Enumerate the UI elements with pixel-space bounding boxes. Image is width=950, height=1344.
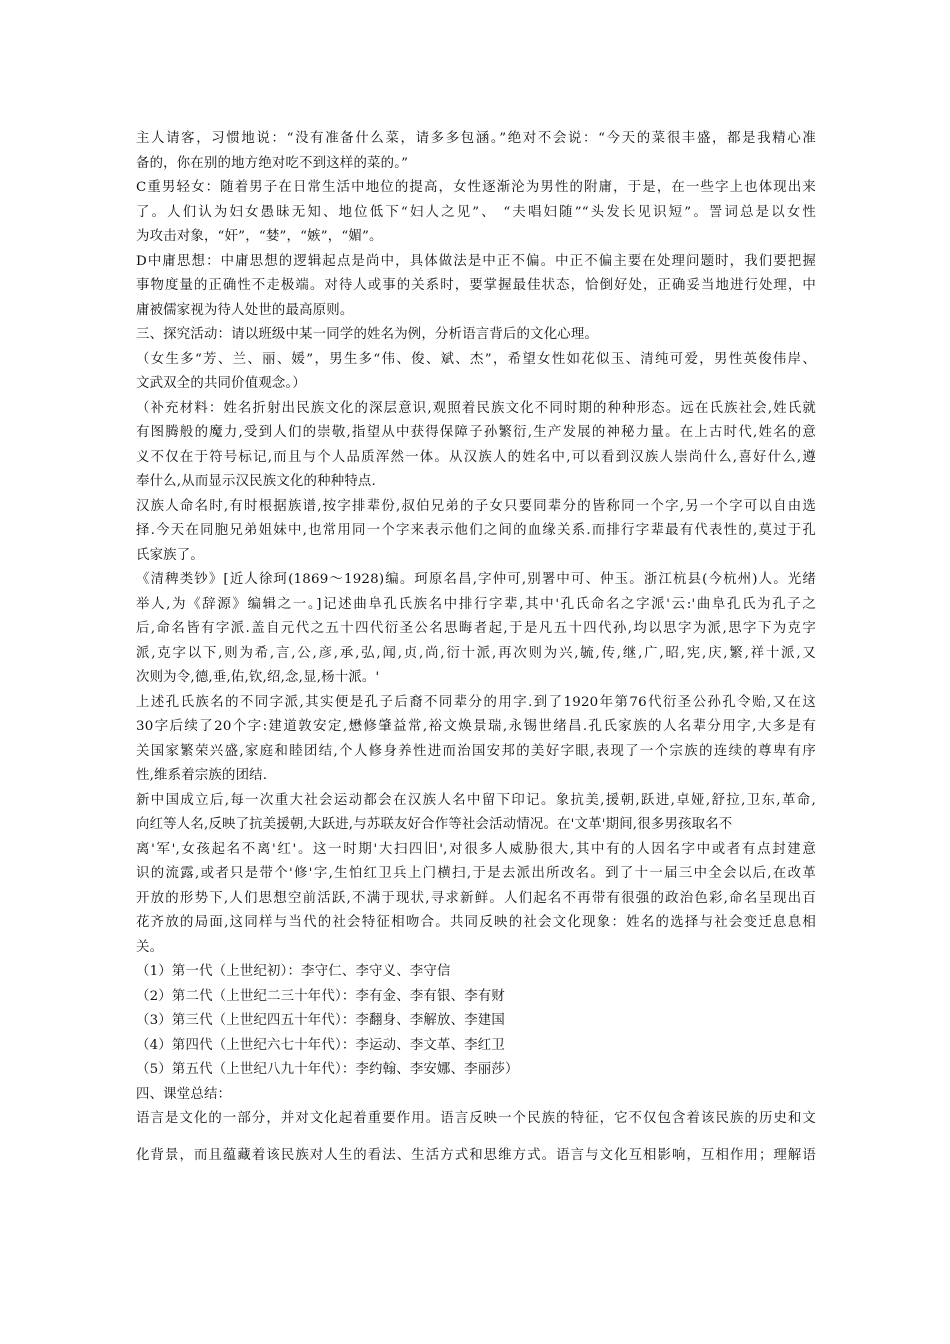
text-line: （1）第一代（上世纪初）：李守仁、李守义、李守信	[136, 964, 451, 979]
text-line: 庸被儒家视为待人处世的最高原则。	[136, 302, 354, 318]
text-line: 花齐放的局面,这同样与当代的社会特征相吻合。共同反映的社会文化现象：姓名的选择与社会变迁息息相	[136, 915, 816, 930]
text-line: 离'军',女孩起名不离'红'。这一时期'大扫四旧',对很多人威胁很大,其中有的人因名字中或者有点封建意	[136, 841, 816, 857]
text-line: 四、课堂总结：	[136, 1086, 232, 1102]
text-line: 上述孔氏族名的不同字派,其实便是孔子后裔不同辈分的用字.到了1920年第76代衍圣公孙孔令贻,又在这	[136, 694, 816, 710]
text-line: 了。人们认为妇女愚昧无知、地位低下“妇人之见”、 “夫唱妇随”“头发长见识短”。詈词总是以女性	[136, 204, 816, 220]
text-line: 主人请客，习惯地说：“没有准备什么菜，请多多包涵。”绝对不会说：“今天的菜很丰盛，都是我精心准	[136, 131, 816, 146]
text-line: 向红等人名,反映了抗美援朝,大跃进,与苏联友好合作等社会活动情况。在'文革'期间,很多男孩取名不	[136, 817, 733, 832]
text-line: 有图腾般的魔力,受到人们的崇敬,指望从中获得保障子孙繁衍,生产发展的神秘力量。在上古时代,姓名的意	[136, 425, 816, 440]
text-line: 文武双全的共同价值观念。）	[136, 376, 306, 391]
text-line: 派,克字以下,则为希,言,公,彦,承,弘,闻,贞,尚,衍十派,再次则为兴,毓,传,继,广,昭,宪,庆,繁,祥十派,又	[136, 645, 816, 661]
text-line: 化背景，而且蕴藏着该民族对人生的看法、生活方式和思维方式。语言与文化互相影响，互相作用；理解语	[136, 1147, 816, 1163]
text-line: 30字后续了20个字:建道敦安定,懋修肇益常,裕文焕景瑞,永锡世绪昌.孔氏家族的人名辈分用字,大多是有	[136, 719, 816, 734]
text-line: 奉什么,从而显示汉民族文化的种种特点.	[136, 474, 376, 489]
text-line: 性,维系着宗族的团结.	[136, 768, 268, 783]
text-line: （补充材料：姓名折射出民族文化的深层意识,观照着民族文化不同时期的种种形态。远在氏族社会,姓氏就	[136, 400, 816, 416]
text-line: 语言是文化的一部分，并对文化起着重要作用。语言反映一个民族的特征，它不仅包含着该民族的历史和文	[136, 1111, 816, 1126]
text-line: 次则为令,德,垂,佑,钦,绍,念,显,杨十派。'	[136, 670, 380, 685]
text-line: 识的流露,或者只是带个'修'字,生怕红卫兵上门横扫,于是去派出所改名。到了十一届三中全会以后,在改革	[136, 866, 816, 881]
text-line: 关国家繁荣兴盛,家庭和睦团结,个人修身养性进而治国安邦的美好字眼,表现了一个宗族的连续的尊卑有序	[136, 743, 816, 759]
text-line: （4）第四代（上世纪六七十年代）：李运动、李文革、李红卫	[136, 1037, 505, 1053]
text-line: （女生多“芳、兰、丽、媛”，男生多“伟、俊、斌、杰”，希望女性如花似玉、清纯可爱，男性英俊伟岸、	[136, 351, 816, 367]
text-line: 事物度量的正确性不走极端。对待人或事的关系时，要掌握最佳状态，恰倒好处，正确妥当地进行处理，中	[136, 278, 816, 293]
text-line: （5）第五代（上世纪八九十年代）：李约翰、李安娜、李丽莎）	[136, 1062, 519, 1077]
document-body	[136, 127, 816, 1168]
text-line: 择.今天在同胞兄弟姐妹中,也常用同一个字来表示他们之间的血缘关系.而排行字辈最有代表性的,莫过于孔	[136, 523, 816, 538]
text-line: 三、探究活动：请以班级中某一同学的姓名为例，分析语言背后的文化心理。	[136, 327, 599, 342]
paragraph-gap	[136, 1132, 816, 1144]
text-line: 关。	[136, 939, 164, 955]
text-line: D中庸思想：中庸思想的逻辑起点是尚中，具体做法是中正不偏。中正不偏主要在处理问题时，我们要把握	[136, 253, 816, 269]
text-line: 义不仅在于符号标记,而且与个人品质浑然一体。从汉族人的姓名中,可以看到汉族人崇尚什么,喜好什么,遵	[136, 449, 816, 465]
text-line: （2）第二代（上世纪二三十年代）：李有金、李有银、李有财	[136, 988, 505, 1004]
text-line: C重男轻女：随着男子在日常生活中地位的提高，女性逐渐沦为男性的附庸，于是，在一些字上也体现出来	[136, 180, 816, 195]
text-line: 《清稗类钞》[近人徐珂(1869～1928)编。珂原名昌,字仲可,别署中可、仲玉。浙江杭县(今杭州)人。光绪	[136, 572, 816, 587]
text-line: 氏家族了。	[136, 547, 204, 563]
text-line: 开放的形势下,人们思想空前活跃,不满于现状,寻求新鲜。人们起名不再带有很强的政治色彩,命名呈现出百	[136, 890, 816, 906]
text-line: 为攻击对象，“奸”，“婪”，“嫉”，“媚”。	[136, 229, 383, 244]
text-line: 新中国成立后,每一次重大社会运动都会在汉族人名中留下印记。象抗美,援朝,跃进,卓娅,舒拉,卫东,革命,	[136, 792, 816, 808]
text-line: 后,命名皆有字派.盖自元代之五十四代衍圣公名思晦者起,于是凡五十四代孙,均以思字为派,思字下为克字	[136, 621, 816, 636]
text-line: （3）第三代（上世纪四五十年代）：李翻身、李解放、李建国	[136, 1013, 505, 1028]
text-line: 汉族人命名时,有时根据族谱,按字排辈份,叔伯兄弟的子女只要同辈分的皆称同一个字,另一个字可以自由选	[136, 498, 816, 514]
text-line: 举人,为《辞源》编辑之一。]记述曲阜孔氏族名中排行字辈,其中'孔氏命名之字派'云:'曲阜孔氏为孔子之	[136, 596, 816, 612]
text-line: 备的，你在别的地方绝对吃不到这样的菜的。”	[136, 155, 409, 171]
